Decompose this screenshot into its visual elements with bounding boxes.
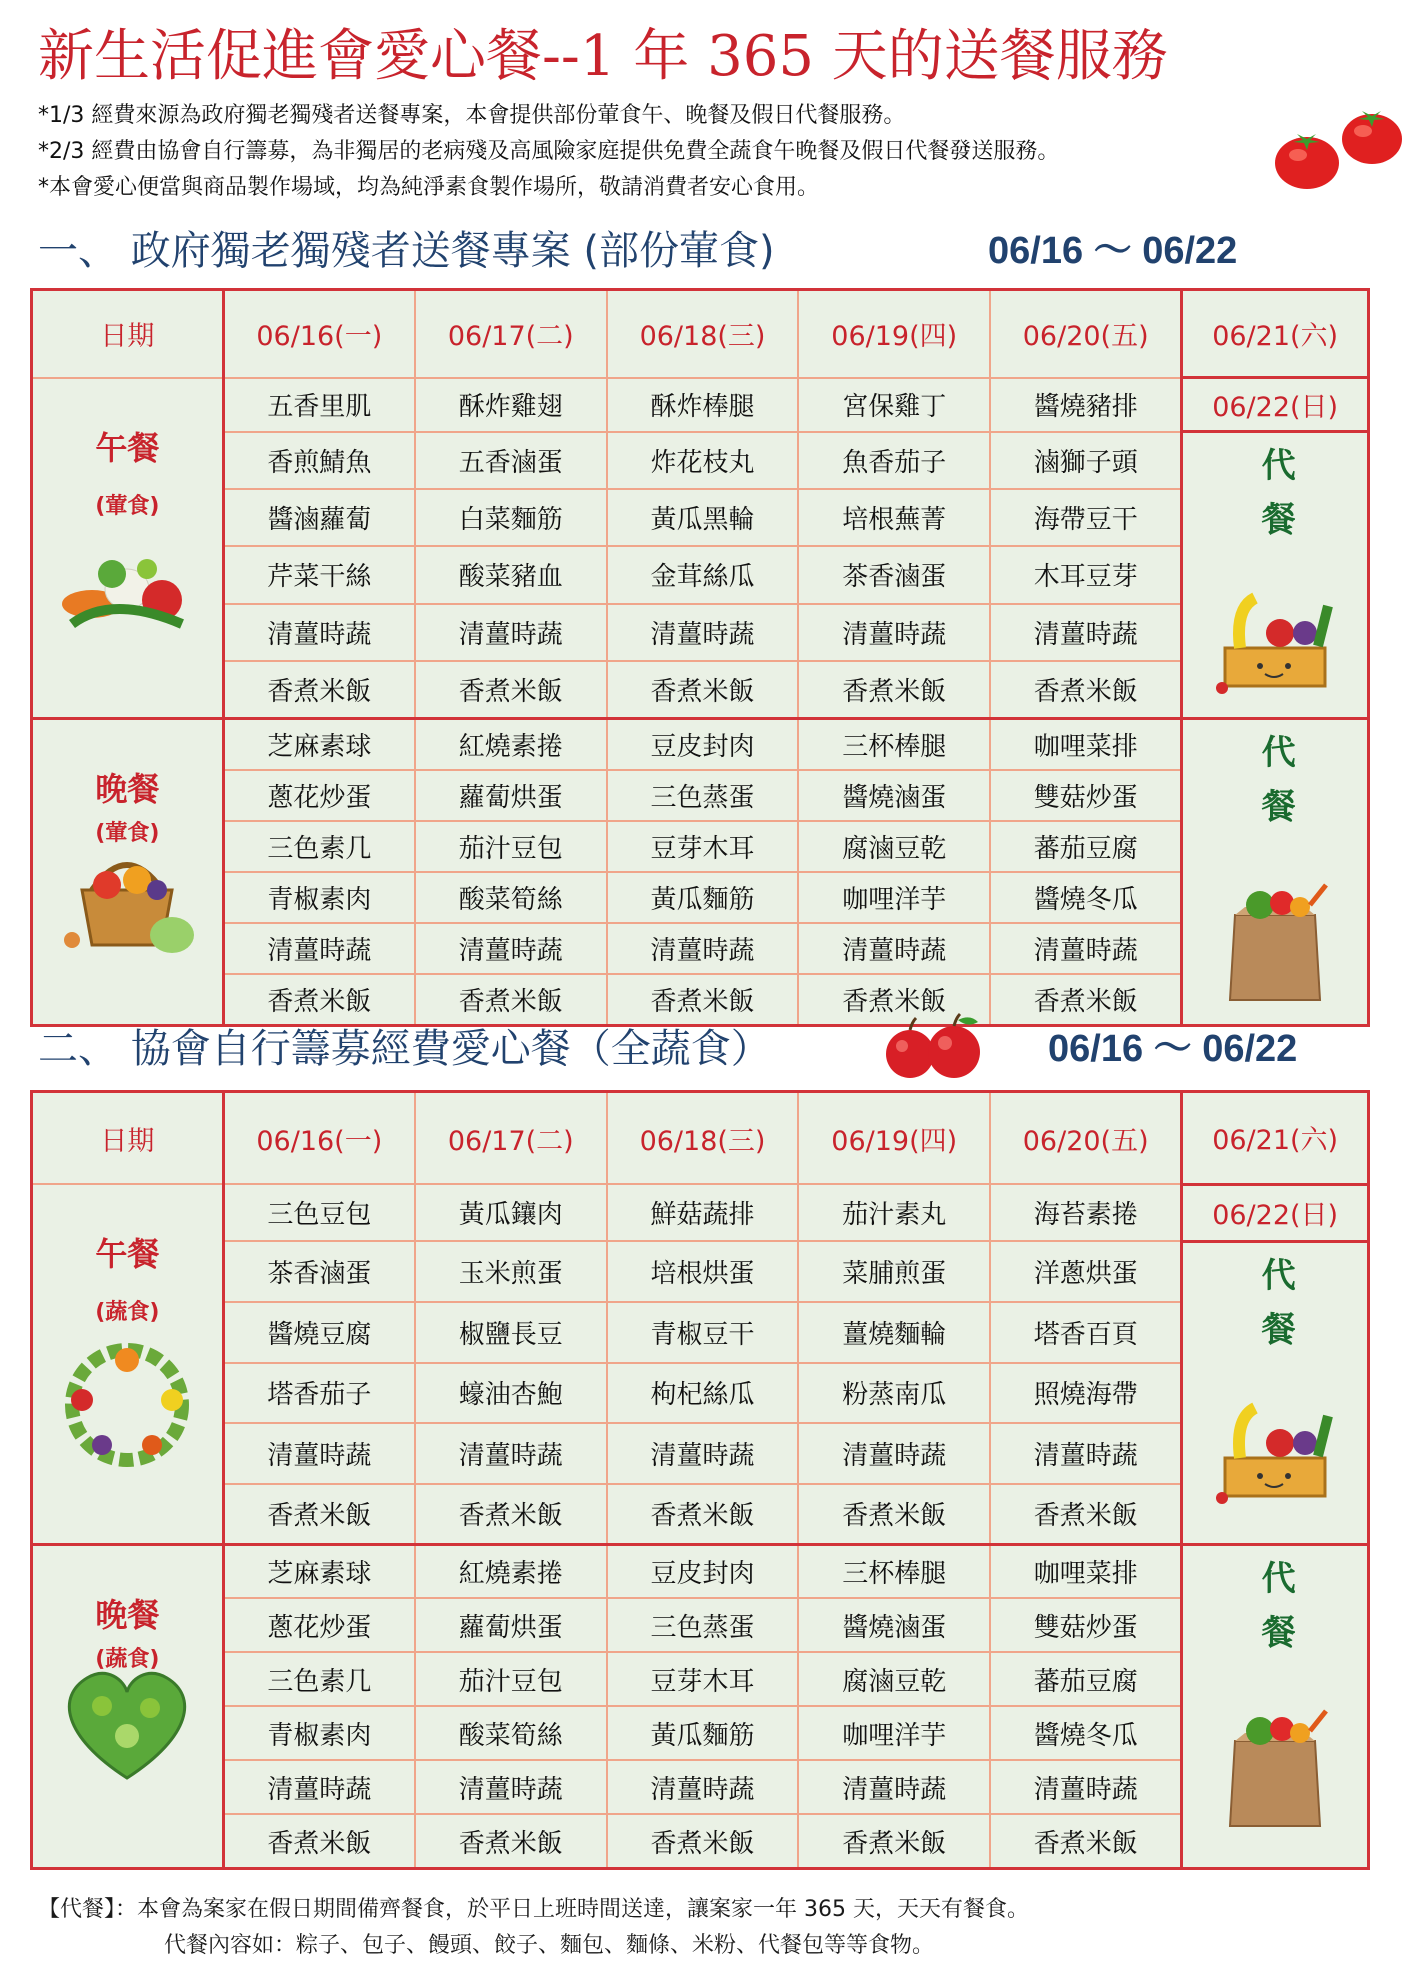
lunch-dish: 香煎鯖魚 <box>223 432 415 489</box>
lunch-dish: 菜脯煎蛋 <box>798 1241 990 1302</box>
dinner-dish: 清薑時蔬 <box>990 1760 1182 1814</box>
lunch-weekend-cell <box>1182 1241 1369 1544</box>
lunch-dish: 清薑時蔬 <box>798 604 990 661</box>
dinner-dish: 清薑時蔬 <box>798 923 990 974</box>
weekend-meal-label: 代餐 <box>1255 447 1296 555</box>
lunch-dish: 滷獅子頭 <box>990 432 1182 489</box>
lunch-dish: 木耳豆芽 <box>990 546 1182 603</box>
dinner-dish: 清薑時蔬 <box>223 923 415 974</box>
dinner-dish: 青椒素肉 <box>223 872 415 923</box>
lunch-dish: 香煮米飯 <box>607 1484 799 1545</box>
dinner-dish: 蕃茄豆腐 <box>990 821 1182 872</box>
dinner-dish: 清薑時蔬 <box>607 1760 799 1814</box>
date-label: 日期 <box>32 290 224 378</box>
notes <box>38 98 1238 206</box>
dinner-dish: 芝麻素球 <box>223 1544 415 1598</box>
day-header: 06/18(三) <box>607 290 799 378</box>
lunch-dish: 清薑時蔬 <box>607 604 799 661</box>
lunch-dish: 椒鹽長豆 <box>415 1302 607 1363</box>
lunch-dish: 五香里肌 <box>223 378 415 432</box>
lunch-dish: 枸杞絲瓜 <box>607 1363 799 1424</box>
lunch-weekend-cell <box>1182 432 1369 719</box>
dinner-label-cell <box>32 1544 224 1868</box>
weekend-meal-label: 代餐 <box>1255 1559 1296 1668</box>
lunch-label: 午餐 <box>95 1235 160 1274</box>
note-2: *2/3 經費由協會自行籌募，為非獨居的老病殘及高風險家庭提供免費全蔬食午晚餐及假日代餐發送服務。 <box>38 139 1060 164</box>
dinner-dish: 三色蒸蛋 <box>607 770 799 821</box>
section1-heading <box>38 226 1368 276</box>
lunch-dish: 培根蕪菁 <box>798 489 990 546</box>
lunch-dish: 香煮米飯 <box>990 1484 1182 1545</box>
dinner-dish: 咖哩洋芋 <box>798 872 990 923</box>
lunch-dish: 香煮米飯 <box>223 1484 415 1545</box>
dinner-dish: 豆芽木耳 <box>607 1652 799 1706</box>
lunch-dish: 薑燒麵輪 <box>798 1302 990 1363</box>
lunch-dish: 黃瓜黑輪 <box>607 489 799 546</box>
lunch-dish: 黃瓜鑲肉 <box>415 1184 607 1241</box>
lunch-dish: 魚香茄子 <box>798 432 990 489</box>
dinner-dish: 清薑時蔬 <box>415 1760 607 1814</box>
apple-icon <box>878 1012 988 1082</box>
dinner-dish: 醬燒冬瓜 <box>990 872 1182 923</box>
lunch-type: (葷食) <box>95 493 160 519</box>
sunday-header: 06/22(日) <box>1182 378 1369 432</box>
dinner-dish: 蘿蔔烘蛋 <box>415 770 607 821</box>
dinner-dish: 咖哩洋芋 <box>798 1706 990 1760</box>
lunch-label: 午餐 <box>95 428 160 467</box>
day-header: 06/19(四) <box>798 290 990 378</box>
dinner-dish: 酸菜筍絲 <box>415 872 607 923</box>
section1-date-range: 06/16 ～ 06/22 <box>988 230 1238 272</box>
lunch-dish: 炸花枝丸 <box>607 432 799 489</box>
lunch-dish: 白菜麵筋 <box>415 489 607 546</box>
saturday-header: 06/21(六) <box>1182 290 1369 378</box>
dinner-dish: 豆皮封肉 <box>607 719 799 770</box>
section1-menu-table <box>30 288 1370 1027</box>
lunch-dish: 粉蒸南瓜 <box>798 1363 990 1424</box>
dinner-dish: 清薑時蔬 <box>798 1760 990 1814</box>
lunch-dish: 青椒豆干 <box>607 1302 799 1363</box>
dinner-dish: 腐滷豆乾 <box>798 821 990 872</box>
dinner-dish: 咖哩菜排 <box>990 719 1182 770</box>
dinner-dish: 三色蒸蛋 <box>607 1598 799 1652</box>
dinner-dish: 醬燒冬瓜 <box>990 1706 1182 1760</box>
day-header: 06/20(五) <box>990 1092 1182 1185</box>
dinner-dish: 香煮米飯 <box>990 974 1182 1025</box>
lunch-dish: 香煮米飯 <box>607 661 799 718</box>
section1-title: 一、 政府獨老獨殘者送餐專案 (部份葷食) <box>38 228 775 274</box>
dinner-dish: 香煮米飯 <box>223 1814 415 1868</box>
day-header: 06/18(三) <box>607 1092 799 1185</box>
grocery-bag-icon <box>1200 1701 1350 1831</box>
lunch-dish: 香煮米飯 <box>415 661 607 718</box>
lunch-dish: 香煮米飯 <box>798 1484 990 1545</box>
dinner-dish: 雙菇炒蛋 <box>990 1598 1182 1652</box>
section2-menu-table <box>30 1090 1370 1870</box>
lunch-dish: 玉米煎蛋 <box>415 1241 607 1302</box>
section2-date-range: 06/16 ～ 06/22 <box>1048 1028 1298 1070</box>
weekend-meal-label: 代餐 <box>1255 734 1296 842</box>
dinner-dish: 蘿蔔烘蛋 <box>415 1598 607 1652</box>
dinner-dish: 清薑時蔬 <box>415 923 607 974</box>
lunch-dish: 酸菜豬血 <box>415 546 607 603</box>
lunch-dish: 芹菜干絲 <box>223 546 415 603</box>
day-header: 06/16(一) <box>223 290 415 378</box>
lunch-type: (蔬食) <box>95 1300 160 1326</box>
lunch-dish: 金茸絲瓜 <box>607 546 799 603</box>
day-header: 06/19(四) <box>798 1092 990 1185</box>
vegetable-basket-icon <box>52 534 202 644</box>
dinner-dish: 蔥花炒蛋 <box>223 770 415 821</box>
day-header: 06/17(二) <box>415 290 607 378</box>
lunch-dish: 茄汁素丸 <box>798 1184 990 1241</box>
dinner-type: (葷食) <box>95 821 160 846</box>
lunch-dish: 清薑時蔬 <box>990 604 1182 661</box>
lunch-dish: 照燒海帶 <box>990 1363 1182 1424</box>
section2-heading <box>38 1024 1368 1074</box>
lunch-dish: 香煮米飯 <box>223 661 415 718</box>
lunch-label-cell <box>32 1184 224 1544</box>
lunch-dish: 海帶豆干 <box>990 489 1182 546</box>
dinner-dish: 香煮米飯 <box>798 1814 990 1868</box>
dinner-dish: 雙菇炒蛋 <box>990 770 1182 821</box>
produce-crate-icon <box>1200 588 1350 698</box>
lunch-dish: 香煮米飯 <box>798 661 990 718</box>
lunch-dish: 清薑時蔬 <box>415 1423 607 1484</box>
dinner-dish: 黃瓜麵筋 <box>607 872 799 923</box>
page-title: 新生活促進會愛心餐--1 年 365 天的送餐服務 <box>38 24 1168 89</box>
dinner-label: 晚餐 <box>95 1595 160 1634</box>
produce-crate-icon <box>1200 1398 1350 1508</box>
dinner-dish: 醬燒滷蛋 <box>798 770 990 821</box>
lunch-dish: 宮保雞丁 <box>798 378 990 432</box>
lunch-dish: 海苔素捲 <box>990 1184 1182 1241</box>
footer-note <box>38 1892 1029 1964</box>
lunch-dish: 塔香百頁 <box>990 1302 1182 1363</box>
lunch-dish: 茶香滷蛋 <box>798 546 990 603</box>
dinner-dish: 青椒素肉 <box>223 1706 415 1760</box>
lunch-dish: 培根烘蛋 <box>607 1241 799 1302</box>
lunch-dish: 清薑時蔬 <box>415 604 607 661</box>
dinner-dish: 清薑時蔬 <box>223 1760 415 1814</box>
lunch-dish: 醬滷蘿蔔 <box>223 489 415 546</box>
lunch-dish: 清薑時蔬 <box>223 1423 415 1484</box>
lunch-dish: 塔香茄子 <box>223 1363 415 1424</box>
dinner-dish: 三色素几 <box>223 1652 415 1706</box>
dinner-dish: 三色素几 <box>223 821 415 872</box>
dinner-dish: 茄汁豆包 <box>415 821 607 872</box>
dinner-dish: 清薑時蔬 <box>990 923 1182 974</box>
lunch-dish: 香煮米飯 <box>415 1484 607 1545</box>
section2-title: 二、 協會自行籌募經費愛心餐（全蔬食） <box>38 1026 771 1072</box>
grocery-bag-icon <box>1200 875 1350 1005</box>
day-header: 06/16(一) <box>223 1092 415 1185</box>
lunch-dish: 三色豆包 <box>223 1184 415 1241</box>
lunch-dish: 清薑時蔬 <box>990 1423 1182 1484</box>
lunch-dish: 清薑時蔬 <box>607 1423 799 1484</box>
vegetable-basket-icon <box>52 1340 202 1470</box>
lunch-dish: 酥炸棒腿 <box>607 378 799 432</box>
dinner-dish: 香煮米飯 <box>798 974 990 1025</box>
lunch-dish: 茶香滷蛋 <box>223 1241 415 1302</box>
dinner-dish: 香煮米飯 <box>607 974 799 1025</box>
vegetable-basket-icon <box>52 830 202 960</box>
dinner-dish: 香煮米飯 <box>415 1814 607 1868</box>
dinner-dish: 腐滷豆乾 <box>798 1652 990 1706</box>
note-3: *本會愛心便當與商品製作場域，均為純淨素食製作場所，敬請消費者安心食用。 <box>38 175 820 200</box>
lunch-dish: 清薑時蔬 <box>798 1423 990 1484</box>
dinner-dish: 芝麻素球 <box>223 719 415 770</box>
dinner-type: (蔬食) <box>95 1646 160 1672</box>
dinner-label: 晚餐 <box>95 770 160 808</box>
dinner-dish: 豆皮封肉 <box>607 1544 799 1598</box>
lunch-dish: 洋蔥烘蛋 <box>990 1241 1182 1302</box>
sunday-header: 06/22(日) <box>1182 1184 1369 1241</box>
lunch-dish: 清薑時蔬 <box>223 604 415 661</box>
dinner-dish: 香煮米飯 <box>223 974 415 1025</box>
footer-line-1: 【代餐】：本會為案家在假日期間備齊餐食，於平日上班時間送達，讓案家一年 365 天，天天有餐食。 <box>38 1897 1029 1922</box>
dinner-dish: 蔥花炒蛋 <box>223 1598 415 1652</box>
day-header: 06/20(五) <box>990 290 1182 378</box>
dinner-dish: 醬燒滷蛋 <box>798 1598 990 1652</box>
lunch-dish: 酥炸雞翅 <box>415 378 607 432</box>
dinner-dish: 酸菜筍絲 <box>415 1706 607 1760</box>
dinner-weekend-cell <box>1182 1544 1369 1868</box>
veggie-heart-icon <box>52 1656 202 1786</box>
dinner-dish: 紅燒素捲 <box>415 1544 607 1598</box>
dinner-dish: 咖哩菜排 <box>990 1544 1182 1598</box>
lunch-dish: 醬燒豆腐 <box>223 1302 415 1363</box>
dinner-dish: 香煮米飯 <box>990 1814 1182 1868</box>
saturday-header: 06/21(六) <box>1182 1092 1369 1185</box>
lunch-dish: 鮮菇蔬排 <box>607 1184 799 1241</box>
dinner-dish: 清薑時蔬 <box>607 923 799 974</box>
dinner-dish: 紅燒素捲 <box>415 719 607 770</box>
day-header: 06/17(二) <box>415 1092 607 1185</box>
lunch-dish: 香煮米飯 <box>990 661 1182 718</box>
date-label: 日期 <box>32 1092 224 1185</box>
dinner-dish: 茄汁豆包 <box>415 1652 607 1706</box>
dinner-dish: 三杯棒腿 <box>798 719 990 770</box>
dinner-label-cell <box>32 719 224 1026</box>
lunch-dish: 醬燒豬排 <box>990 378 1182 432</box>
dinner-dish: 黃瓜麵筋 <box>607 1706 799 1760</box>
note-1: *1/3 經費來源為政府獨老獨殘者送餐專案，本會提供部份葷食午、晚餐及假日代餐服務。 <box>38 103 906 128</box>
dinner-dish: 蕃茄豆腐 <box>990 1652 1182 1706</box>
tomato-icon <box>1262 105 1412 195</box>
lunch-dish: 五香滷蛋 <box>415 432 607 489</box>
footer-line-2: 代餐內容如：粽子、包子、饅頭、餃子、麵包、麵條、米粉、代餐包等等食物。 <box>164 1933 935 1958</box>
lunch-dish: 蠔油杏鮑 <box>415 1363 607 1424</box>
dinner-dish: 香煮米飯 <box>607 1814 799 1868</box>
dinner-dish: 三杯棒腿 <box>798 1544 990 1598</box>
dinner-weekend-cell <box>1182 719 1369 1026</box>
dinner-dish: 豆芽木耳 <box>607 821 799 872</box>
lunch-label-cell <box>32 378 224 719</box>
weekend-meal-label: 代餐 <box>1255 1256 1296 1365</box>
dinner-dish: 香煮米飯 <box>415 974 607 1025</box>
